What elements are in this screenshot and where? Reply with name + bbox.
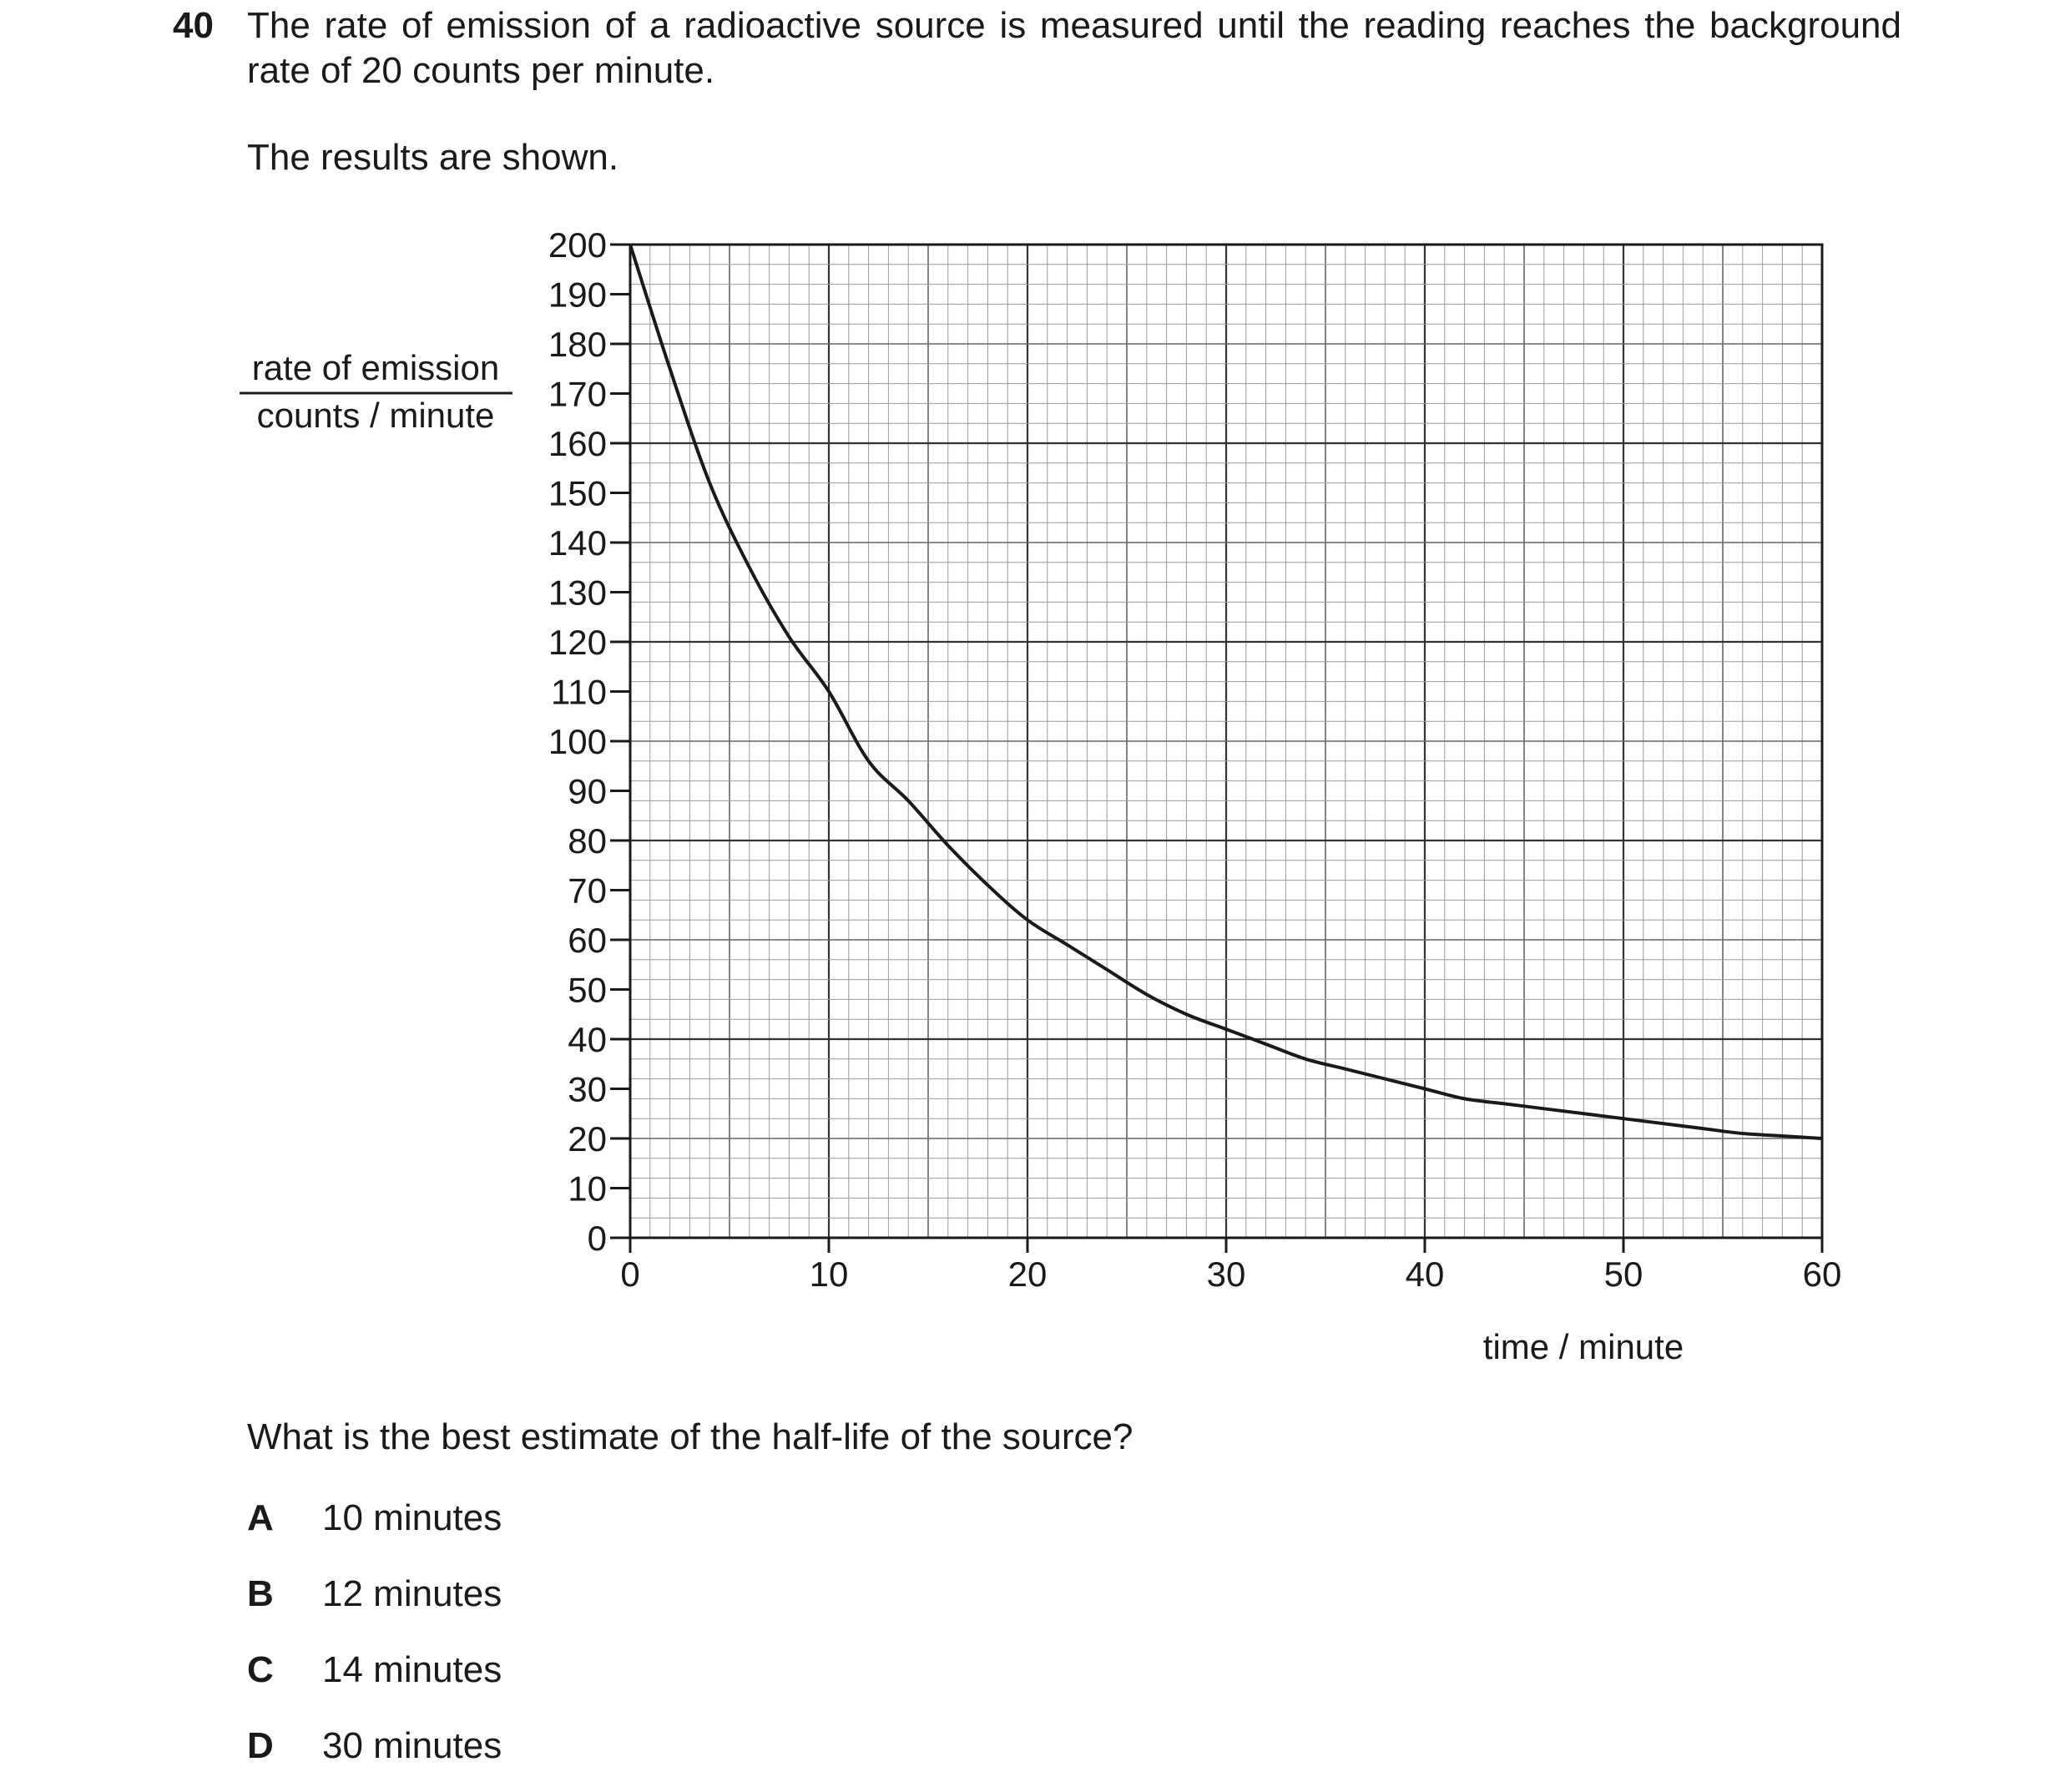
- y-axis-label-quantity: rate of emission: [251, 348, 500, 387]
- y-tick-label: 10: [568, 1169, 607, 1209]
- x-tick-label: 10: [809, 1254, 849, 1294]
- x-tick-label: 20: [1007, 1254, 1048, 1294]
- x-tick-label: 30: [1206, 1254, 1246, 1294]
- y-axis-ticks: [548, 225, 630, 1258]
- y-axis-label-unit: counts / minute: [256, 396, 495, 435]
- y-tick-label: 150: [548, 473, 607, 513]
- y-tick-label: 30: [568, 1069, 607, 1109]
- option-text: 14 minutes: [322, 1649, 502, 1690]
- y-tick-label: 50: [568, 970, 607, 1010]
- x-tick-label: 50: [1603, 1254, 1643, 1294]
- y-tick-label: 40: [568, 1020, 607, 1059]
- x-axis-label: time / minute: [1482, 1327, 1684, 1366]
- y-tick-label: 140: [548, 523, 607, 563]
- y-tick-label: 100: [548, 722, 607, 761]
- chart-grid: [630, 245, 1822, 1238]
- x-tick-label: 40: [1405, 1254, 1445, 1294]
- y-tick-label: 160: [548, 424, 607, 463]
- y-tick-label: 80: [568, 821, 607, 861]
- y-tick-label: 190: [548, 275, 607, 315]
- y-tick-label: 0: [587, 1219, 607, 1258]
- y-tick-label: 200: [548, 225, 607, 265]
- y-tick-label: 130: [548, 573, 607, 613]
- y-tick-label: 180: [548, 325, 607, 364]
- option-letter: A: [247, 1497, 274, 1538]
- option-text: 10 minutes: [322, 1497, 502, 1538]
- y-axis-label: [240, 348, 512, 435]
- question-stem: The rate of emission of a radioactive source is measured until the reading reaches the background rate of 20 counts per minute.: [247, 5, 1901, 91]
- question-prompt: What is the best estimate of the half-life of the source?: [247, 1416, 1133, 1457]
- results-intro: The results are shown.: [247, 137, 619, 178]
- option-letter: D: [247, 1725, 274, 1766]
- x-tick-label: 0: [620, 1254, 640, 1294]
- option-text: 30 minutes: [322, 1725, 502, 1766]
- y-tick-label: 110: [551, 672, 607, 712]
- y-tick-label: 90: [568, 771, 607, 811]
- option-letter: B: [247, 1573, 274, 1614]
- x-axis-ticks: [620, 1238, 1841, 1294]
- y-tick-label: 60: [568, 921, 607, 960]
- y-tick-label: 20: [568, 1119, 607, 1158]
- option-text: 12 minutes: [322, 1573, 502, 1614]
- question-number: 40: [173, 5, 214, 46]
- y-tick-label: 170: [548, 374, 607, 414]
- option-letter: C: [247, 1649, 274, 1690]
- x-tick-label: 60: [1802, 1254, 1842, 1294]
- y-tick-label: 70: [568, 871, 607, 911]
- y-tick-label: 120: [548, 623, 607, 662]
